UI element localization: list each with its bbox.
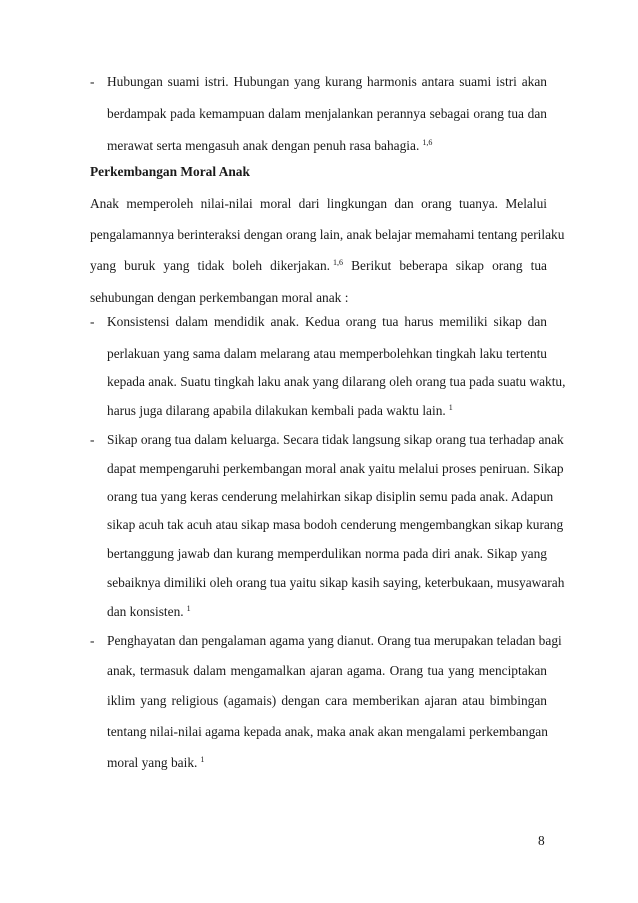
citation: 1 xyxy=(200,755,205,764)
bullet-marker: - xyxy=(90,432,95,447)
paragraph-line-3: yang buruk yang tidak boleh dikerjakan. $^{1,6}$ Berikut beberapa sikap orang tua xyxy=(90,258,547,273)
bullet-3-line-6: sebaiknya dimiliki oleh orang tua yaitu sikap kasih saying, keterbukaan, musyawarah xyxy=(107,575,565,590)
page-number: 8 xyxy=(538,833,545,848)
bullet-3-line-2: dapat mempengaruhi perkembangan moral anak yaitu melalui proses peniruan. Sikap xyxy=(107,461,564,476)
bullet-4-line-2: anak, termasuk dalam mengamalkan ajaran agama. Orang tua yang menciptakan xyxy=(107,663,547,678)
citation: 1,6 xyxy=(422,138,433,147)
bullet-marker: - xyxy=(90,633,95,648)
bullet-2-line-4: harus juga dilarang apabila dilakukan kembali pada waktu lain. $^1$ xyxy=(107,403,453,418)
citation: 1,6 xyxy=(333,258,344,267)
paragraph-line-1: Anak memperoleh nilai-nilai moral dari lingkungan dan orang tuanya. Melalui xyxy=(90,196,547,211)
citation: 1 xyxy=(186,604,191,613)
bullet-1-line-1: Hubungan suami istri. Hubungan yang kurang harmonis antara suami istri akan xyxy=(107,74,547,89)
bullet-2-line-1: Konsistensi dalam mendidik anak. Kedua orang tua harus memiliki sikap dan xyxy=(107,314,547,329)
citation: 1 xyxy=(448,403,453,412)
bullet-2-line-3: kepada anak. Suatu tingkah laku anak yang dilarang oleh orang tua pada suatu waktu, xyxy=(107,374,566,389)
paragraph-line-2: pengalamannya berinteraksi dengan orang lain, anak belajar memahami tentang perilaku xyxy=(90,227,565,242)
bullet-4-line-3: iklim yang religious (agamais) dengan cara memberikan ajaran atau bimbingan xyxy=(107,693,547,708)
bullet-4-line-4: tentang nilai-nilai agama kepada anak, maka anak akan mengalami perkembangan xyxy=(107,724,548,739)
section-heading: Perkembangan Moral Anak xyxy=(90,164,250,179)
bullet-3-line-1: Sikap orang tua dalam keluarga. Secara tidak langsung sikap orang tua terhadap anak xyxy=(107,432,564,447)
bullet-marker: - xyxy=(90,74,95,89)
paragraph-line-4: sehubungan dengan perkembangan moral anak : xyxy=(90,290,349,305)
bullet-3-line-3: orang tua yang keras cenderung melahirkan sikap disiplin semu pada anak. Adapun xyxy=(107,489,554,504)
bullet-4-line-5: moral yang baik. $^1$ xyxy=(107,755,205,770)
bullet-3-line-7: dan konsisten. $^1$ xyxy=(107,604,191,619)
bullet-marker: - xyxy=(90,314,95,329)
bullet-3-line-5: bertanggung jawab dan kurang memperdulikan norma pada diri anak. Sikap yang xyxy=(107,546,547,561)
bullet-1-line-2: berdampak pada kemampuan dalam menjalankan perannya sebagai orang tua dan xyxy=(107,106,547,121)
bullet-2-line-2: perlakuan yang sama dalam melarang atau memperbolehkan tingkah laku tertentu xyxy=(107,346,547,361)
bullet-4-line-1: Penghayatan dan pengalaman agama yang dianut. Orang tua merupakan teladan bagi xyxy=(107,633,562,648)
bullet-3-line-4: sikap acuh tak acuh atau sikap masa bodoh cenderung mengembangkan sikap kurang xyxy=(107,517,564,532)
bullet-1-line-3: merawat serta mengasuh anak dengan penuh rasa bahagia. $^{1,6}$ xyxy=(107,138,433,153)
